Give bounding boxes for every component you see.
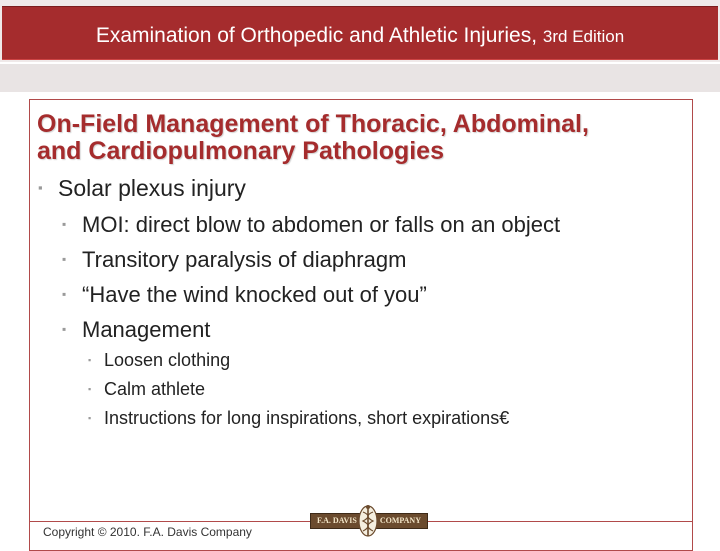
slide-title-line-2: and Cardiopulmonary Pathologies — [37, 137, 444, 165]
logo-left-text: F.A. DAVIS — [317, 516, 357, 525]
bullet-level2 — [62, 282, 427, 308]
caduceus-emblem-icon — [355, 503, 381, 539]
square-bullet-icon: ▪ — [88, 384, 92, 394]
square-bullet-icon: ▪ — [88, 413, 92, 423]
square-bullet-icon: ▪ — [62, 252, 67, 266]
bullet-level3 — [88, 379, 205, 400]
bullet-level2 — [62, 247, 406, 273]
book-title — [0, 24, 720, 49]
copyright-text: Copyright © 2010. F.A. Davis Company — [43, 525, 252, 539]
bullet-level3 — [88, 350, 230, 371]
bullet-level2 — [62, 317, 210, 343]
bullet-text: MOI: direct blow to abdomen or falls on an object — [82, 212, 561, 237]
subheader-band — [0, 64, 720, 92]
publisher-logo — [310, 503, 426, 539]
bullet-text: Management — [82, 317, 211, 342]
slide-title-line-1: On-Field Management of Thoracic, Abdominal, — [37, 110, 589, 138]
bullet-text: Solar plexus injury — [58, 175, 246, 201]
square-bullet-icon: ▪ — [88, 355, 92, 365]
square-bullet-icon: ▪ — [62, 287, 67, 301]
bullet-text: Transitory paralysis of diaphragm — [82, 247, 407, 272]
slide-title — [37, 111, 697, 165]
bullet-level3 — [88, 408, 509, 429]
book-title-text: Examination of Orthopedic and Athletic Injuries, — [95, 24, 538, 47]
book-edition: 3rd Edition — [542, 27, 625, 46]
bullet-text: Loosen clothing — [104, 350, 231, 370]
bullet-text: Instructions for long inspirations, short expirations€ — [104, 408, 510, 428]
bullet-text: Calm athlete — [104, 379, 206, 399]
square-bullet-icon: ▪ — [62, 322, 67, 336]
logo-right-text: COMPANY — [379, 516, 421, 525]
square-bullet-icon: ▪ — [38, 180, 43, 195]
bullet-text: “Have the wind knocked out of you” — [82, 282, 427, 307]
bullet-level1 — [38, 175, 246, 202]
square-bullet-icon: ▪ — [62, 217, 67, 231]
bullet-level2 — [62, 212, 560, 238]
